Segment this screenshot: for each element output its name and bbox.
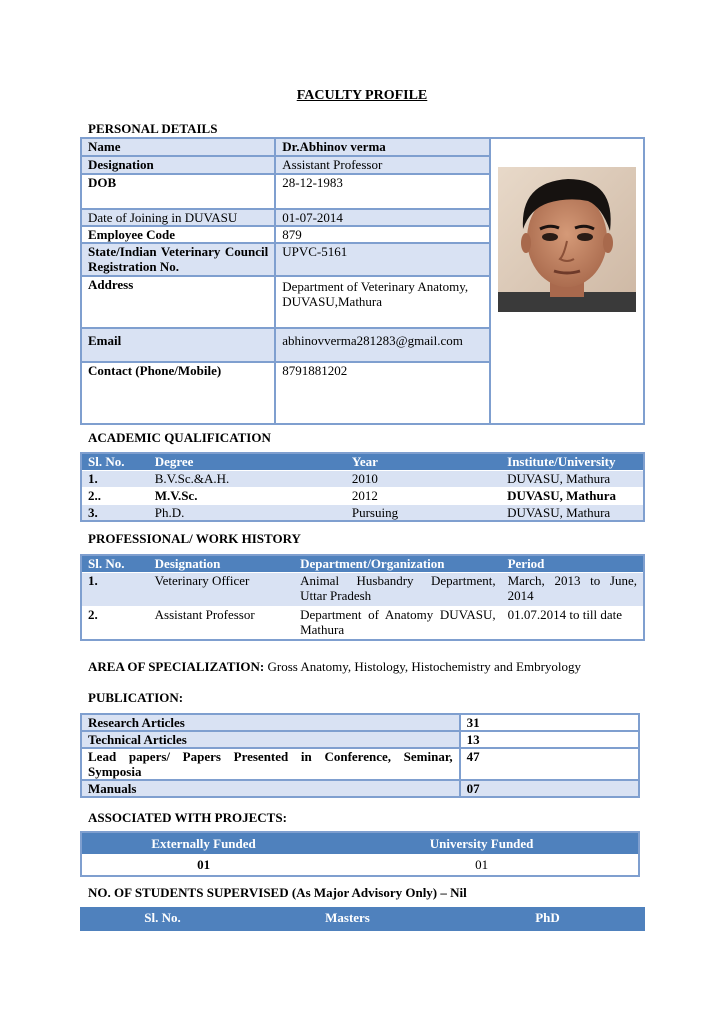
manuals-value: 07 <box>460 780 639 797</box>
work-col-period: Period <box>502 555 644 572</box>
academic-col-degree: Degree <box>149 453 346 470</box>
table-row <box>81 731 639 748</box>
academic-col-institute: Institute/University <box>501 453 644 470</box>
lead-papers-label: Lead papers/ Papers Presented in Conference, Seminar, Symposia <box>81 748 460 780</box>
table-cell: DUVASU, Mathura <box>501 487 644 504</box>
table-cell: 2010 <box>346 470 501 487</box>
table-cell: Ph.D. <box>149 504 346 521</box>
table-row <box>81 780 639 797</box>
registration-value: UPVC-5161 <box>275 243 490 276</box>
personal-row-name <box>81 138 644 156</box>
academic-heading: ACADEMIC QUALIFICATION <box>88 430 271 445</box>
address-label: Address <box>81 276 275 328</box>
work-header-row <box>81 555 644 572</box>
profile-photo <box>498 167 636 312</box>
projects-table <box>80 831 640 877</box>
students-header-row <box>80 907 645 931</box>
table-cell: Assistant Professor <box>149 606 294 640</box>
lead-papers-value: 47 <box>460 748 639 780</box>
dob-value: 28-12-1983 <box>275 174 490 209</box>
table-cell: 1. <box>81 470 149 487</box>
specialization-line <box>88 659 581 675</box>
table-cell: 1. <box>81 572 149 606</box>
publication-table <box>80 713 640 798</box>
table-cell: Veterinary Officer <box>149 572 294 606</box>
contact-value: 8791881202 <box>275 362 490 424</box>
manuals-label: Manuals <box>81 780 460 797</box>
table-cell: DUVASU, Mathura <box>501 504 644 521</box>
registration-label: State/Indian Veterinary Council Registration No. <box>81 243 275 276</box>
email-label: Email <box>81 328 275 362</box>
table-cell: 3. <box>81 504 149 521</box>
contact-label: Contact (Phone/Mobile) <box>81 362 275 424</box>
email-value[interactable]: abhinovverma281283@gmail.com <box>275 328 490 362</box>
table-cell: B.V.Sc.&A.H. <box>149 470 346 487</box>
university-funded-header: University Funded <box>429 836 534 851</box>
joining-label: Date of Joining in DUVASU <box>81 209 275 226</box>
table-row <box>81 714 639 731</box>
personal-details-heading: PERSONAL DETAILS <box>88 121 218 136</box>
students-col-masters: Masters <box>325 910 370 925</box>
table-row <box>81 572 644 606</box>
students-table <box>80 907 645 931</box>
academic-col-sl: Sl. No. <box>81 453 149 470</box>
table-cell: 2.. <box>81 487 149 504</box>
table-row <box>81 470 644 487</box>
projects-heading: ASSOCIATED WITH PROJECTS: <box>88 810 287 825</box>
table-row <box>81 606 644 640</box>
table-row <box>81 487 644 504</box>
research-articles-label: Research Articles <box>81 714 460 731</box>
projects-header-row <box>81 832 639 854</box>
students-heading: NO. OF STUDENTS SUPERVISED (As Major Advisory Only) – Nil <box>88 885 467 900</box>
students-col-sl: Sl. No. <box>144 910 181 925</box>
research-articles-value: 31 <box>460 714 639 731</box>
designation-value: Assistant Professor <box>275 156 490 174</box>
specialization-label: AREA OF SPECIALIZATION: <box>88 659 265 674</box>
designation-label: Designation <box>81 156 275 174</box>
joining-value: 01-07-2014 <box>275 209 490 226</box>
technical-articles-value: 13 <box>460 731 639 748</box>
work-col-sl: Sl. No. <box>81 555 149 572</box>
projects-value-row <box>81 854 639 876</box>
work-table <box>80 554 645 641</box>
table-cell: DUVASU, Mathura <box>501 470 644 487</box>
address-value: Department of Veterinary Anatomy, DUVASU,Mathura <box>275 276 490 328</box>
university-funded-value: 01 <box>475 857 489 872</box>
work-col-designation: Designation <box>149 555 294 572</box>
employee-code-value: 879 <box>275 226 490 243</box>
table-cell: 2. <box>81 606 149 640</box>
work-col-department: Department/Organization <box>294 555 502 572</box>
table-cell: Animal Husbandry Department, Uttar Pradesh <box>294 572 502 606</box>
table-cell: M.V.Sc. <box>149 487 346 504</box>
table-cell: March, 2013 to June, 2014 <box>502 572 644 606</box>
table-cell: Pursuing <box>346 504 501 521</box>
externally-funded-value: 01 <box>197 857 211 872</box>
employee-code-label: Employee Code <box>81 226 275 243</box>
academic-header-row <box>81 453 644 470</box>
name-value: Dr.Abhinov verma <box>275 138 490 156</box>
dob-label: DOB <box>81 174 275 209</box>
work-heading: PROFESSIONAL/ WORK HISTORY <box>88 531 301 546</box>
specialization-value: Gross Anatomy, Histology, Histochemistry and Embryology <box>267 659 582 674</box>
name-label: Name <box>81 138 275 156</box>
table-row <box>81 748 639 780</box>
technical-articles-label: Technical Articles <box>81 731 460 748</box>
academic-col-year: Year <box>346 453 501 470</box>
academic-table <box>80 452 645 522</box>
externally-funded-header: Externally Funded <box>151 836 256 851</box>
page-title: FACULTY PROFILE <box>296 88 428 103</box>
table-row <box>81 504 644 521</box>
table-cell: 2012 <box>346 487 501 504</box>
students-col-phd: PhD <box>535 910 560 925</box>
table-cell: Department of Anatomy DUVASU, Mathura <box>294 606 502 640</box>
table-cell: 01.07.2014 to till date <box>502 606 644 640</box>
publication-heading: PUBLICATION: <box>88 690 184 705</box>
